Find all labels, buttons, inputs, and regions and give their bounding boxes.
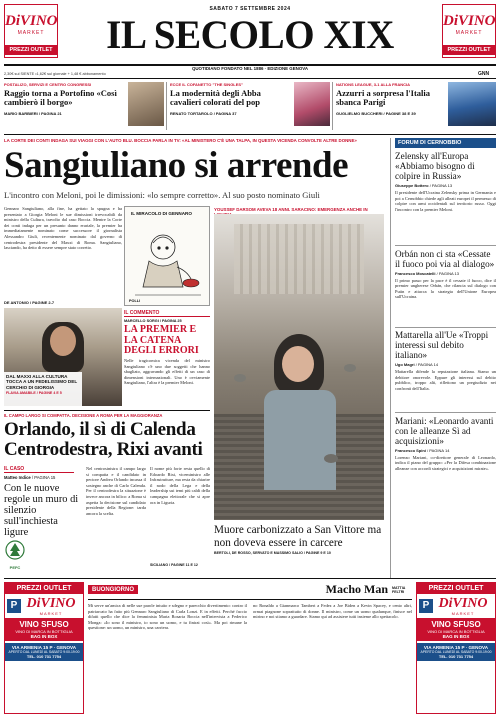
bottom-ad-bag: BAG IN BOX [442,634,470,639]
ear-ad-brand: DiVINO [5,13,58,29]
teaser-1[interactable] [4,82,164,132]
parking-icon: P [7,599,21,613]
bottom-ad-bag: BAG IN BOX [30,634,58,639]
ear-ad-right[interactable] [442,4,496,58]
sidebar-item-title: Mattarella all'Ue «Troppi interessi sul debito italiano» [395,330,489,361]
sidebar-item-body: Il presidente dell'Ucraina Zelensky prima in Germania e poi a Cernobbio chiede agli alleati europei il permesso di colpire con armi occidentali sul territorio russo. Oggi l'incontro con la premier Meloni. [395,190,496,212]
teaser-kicker: POSTALIZO, SERVIZI E CENTRO CONGRESSI [4,82,92,87]
bottom-ad-phone: TEL. 010 731 7754 [26,654,62,659]
teaser-photo [294,82,330,126]
center-kicker: YOUSSEF DARSOM AVEVA 18 ANNI. SARACINO: EMERGENZA ANCHE IN [214,207,368,212]
pefc-logo [4,540,26,570]
ear-ad-label: PREZZI OUTLET [5,45,57,55]
second-byline: SICILIANO / PAGINE 11 E 12 [150,563,198,567]
caso-title[interactable]: Con le nuove regole un muro di silenzio sull'inchiesta ligure [4,483,79,538]
teaser-photo [128,82,164,126]
sidebar-item-page: / PAGINA 13 [436,270,459,276]
bottom-ad-hours: APERTO DAL LUNEDÌ AL SABATO 9:00-19:00 [420,650,492,654]
center-byline: BERTOLI, DE ROSSO, SERVATO E MASSIMO SALIO / PAGINE 9 E 10 [214,551,331,556]
pefc-label: PEFC [9,565,21,570]
second-body-left: Nel centrosinistra il campo largo si compatta e il candidato in pectore Andrea Orlando incassa il sostegno anche di Carlo Calenda. Per il centrodestra la situazione è invece ancora in bilico: a Roma si aspetta la decisione sul candidato presidente della Regione: tarda ancora la scelta. [86,466,146,516]
sidebar-item-title: Mariani: «Leonardo avanti con le alleanze Sì ad acquisizioni» [395,415,494,446]
ear-ad-sub: MARKET [17,30,45,36]
lead-photo-byline: FLAVIA AMABILE / PAGINE 4 E 5 [6,391,62,396]
bottom-ad-desc: VINO DI MARCA IN BOTTIGLIA [427,629,485,634]
sidebar-item-body: Il primo passo per la pace è il cessate il fuoco, dice il premier ungherese Orbán, che rilancia sul dialogo con Putin e attacca la strategia dell'Unione Europea sull'Ucraina. [395,277,496,300]
bottom-ad-hours: APERTO DAL LUNEDÌ AL SABATO 9:00-19:00 [8,650,80,654]
teaser-byline: RENATO TORTAROLO / PAGINA 37 [170,111,237,117]
center-headline-box[interactable] [214,520,384,572]
ear-ad-sub: MARKET [455,30,483,36]
bottom-ad-title: VINO SFUSO [19,620,69,629]
bottom-ad-sub: MARKET [39,611,63,616]
bottom-ad-title: VINO SFUSO [431,620,481,629]
commento-title[interactable]: LA PREMIER E LA CATENA DEGLI ERRORI [124,324,199,356]
center-headline: Muore carbonizzato a San Vittore ma non doveva essere in carcere [214,524,382,549]
caso-author: Matteo Indice [4,475,31,480]
caso-author-line [4,475,76,480]
masthead-title[interactable]: IL SECOLO XIX [106,12,394,57]
lead-photo-caption-box [4,372,82,406]
bottom-ad-phone: TEL. 010 731 7754 [438,654,474,659]
buongiorno-body-left: Mi serve un'amica di nelle sue parole intuito e sdegno e parecchio divertimento: contro il patriarcato ha fatto più Gennaro Sangiuliano di Carla Lonzi. E in effetti. Perché faccio difatti quello che dice la femminista Maria Rosaria Boccia nell'intervista a Federico Monga: «Io sono il ministro, io sono un uomo, e tu finirai così». Ma poi rimane la questione: un uomo, un ministro, una carriera. [88,603,247,631]
bottom-ad-address: VIA ARMENIA 15 P · GENOVA [423,645,489,650]
teaser-title: Azzurri a sorpresa l'Italia sbanca Parigi [336,88,431,108]
sidebar-item[interactable] [395,249,496,324]
teaser-3[interactable] [336,82,496,132]
sidebar-item-author: Giuseppe Bottero [395,183,429,188]
buongiorno-author: MATTIA FELTRI [392,585,406,594]
pefc-tree-icon [5,540,25,560]
cartoon-tag: POLLI [129,299,141,303]
bottom-ad-address: VIA ARMENIA 15 P · GENOVA [11,645,77,650]
ear-ad-label: PREZZI OUTLET [443,45,495,55]
sidebar-item[interactable] [395,151,496,242]
teaser-byline: MARIO BARBIERI / PAGINA 21 [4,111,62,117]
bottom-ad-desc: VINO DI MARCA IN BOTTIGLIA [15,629,73,634]
sidebar-item-page: / PAGINA 14 [427,447,450,453]
center-photo [214,214,384,522]
buongiorno-title: Macho Man [325,582,388,596]
teaser-kicker: NATIONS LEAGUE, 3-1 ALLA FRANCIA [336,82,411,87]
buongiorno-body-right: no Ronaldo a Gianmarco Tamberi a Fedez a Joe Biden a Kevin Spacey, e cento altri, ormai piagnone soprattutto di donne. Il ministro, come un uomo qualunque, finisce nel mirino e noi stiamo a guardare. Siamo qui ad assistere tutti insieme allo spettacolo. [253,603,412,620]
sidebar-item[interactable] [395,330,496,409]
sidebar-item-page: / PAGINA 13 [429,183,453,188]
teaser-photo [448,82,496,126]
bottom-ad-left[interactable] [4,582,84,714]
sidebar-item-author: Francesco Spini [395,447,426,453]
sidebar-item-title: Zelensky all'Europa «Abbiamo bisogno di colpire in Russia» [395,151,475,181]
ear-ad-left[interactable] [4,4,58,58]
second-body-right: Il nome più forte resta quello di Edoardo Rixi, viceministro alle Infrastrutture, ma resta da chiarire il nodo della Lega e della leadership sui temi più caldi della campagna elettorale che si apre ora in Liguria. [150,466,210,505]
bottom-ad-brand: DiVINO [438,596,488,611]
parking-icon: P [419,599,433,613]
teaser-kicker: ECCE IL COFANETTO "THE SINGLES" [170,82,243,87]
sidebar-item-author: Ugo Magri [395,362,415,368]
cartoon-label: IL MIRACOLO DI GENNARO [131,211,192,216]
lead-body: Gennaro Sangiuliano, alla fine, ha gettato la spugna e ha presentato a Giorgia Meloni le sue dimissioni irrevocabili da ministro della Cultura, travolto dal caso Boccia. Mentre la Corte dei conti indaga per un presunto danno erariale, la premier ha immediatamente nominato come successore il giornalista Alessandro Giuli, recentemente nominato dal governo di centrodestra presidente del Maxxi di Roma. Sangiuliano, lasciando, ha detto di essere sempre stato corretto. [4,206,122,251]
teaser-title: La modernità degli Abba cavalieri colorati del pop [170,88,261,108]
gnn-logo: GNN [478,71,490,77]
bottom-ad-label: PREZZI OUTLET [5,583,83,594]
buongiorno-label: BUONGIORNO [88,585,138,594]
edition-line: QUOTIDIANO FONDATO NEL 1886 · EDIZIONE GENOVA [191,66,309,71]
sidebar [390,138,496,578]
sidebar-item-title: Orbán non ci sta «Cessate il fuoco poi via al dialogo» [395,248,495,269]
bottom-ad-brand: DiVINO [26,596,76,611]
commento-body: Nelle tragicomica vicenda del ministro Sangiuliano c'è uno due soggetti che hanno sbagliato, aggravando gli effetti di un caso di dimensioni internazionali. Uno è ovviamente Sangiuliano, l'altra è la premier Meloni. [124,358,210,386]
commento-author: MARCELLO SORGI / PAGINA 25 [124,319,182,323]
second-kicker: IL CAMPO LARGO SI COMPATTA. DECISIONE A ROMA PER LA MAGGIORANZA [4,413,163,418]
lead-byline: DE ANTONIO / PAGINE 2-7 [4,300,55,305]
caso-author-page: / PAGINA 15 [31,475,56,480]
cartoon [124,206,210,306]
lead-photo-caption: DAL MAXXI ALLA CULTURA TOCCA A UN FEDELISSIMO DEL CERCHIO DI GIORGIA [6,374,78,390]
sidebar-item-author: Francesco Moscatelli [395,270,436,276]
teaser-title: Raggio torna a Portofino «Così cambierò il borgo» [4,88,117,108]
price-line: 2,30€ sul SIENTE •1,62€ sul giornale + 1,48 € abbonamento [4,72,106,76]
lead-kicker: LA CORTE DEI CONTI INDAGA SUI VIAGGI CON L'AUTO BLU. BOCCIA PARLA IN TV: «AL MINISTERO C'È UNA TALPA, IN QUESTA VICENDA CONVOLTE ALTRE DONNE» [4,138,357,143]
ear-ad-brand: DiVINO [443,13,496,29]
bottom-ad-sub: MARKET [451,611,475,616]
caso-kicker: IL CASO [4,466,25,472]
date-line: SABATO 7 SETTEMBRE 2024 [209,6,291,12]
bottom-ad-right[interactable] [416,582,496,714]
sidebar-item[interactable] [395,416,496,495]
cartoon-drawing [125,207,211,307]
sidebar-item-body: Lorenzo Mariani, co-direttore generale di Leonardo, indica il piano del gruppo: «Per la Difesa combinazione alleanze con accordi strategici e acquisizioni mirate». [395,454,496,471]
teaser-byline: GUGLIELMO BUCCHERI / PAGINE 38 E 39 [336,111,416,117]
sidebar-item-page: / PAGINA 14 [415,362,439,368]
sidebar-header: FORUM DI CERNOBBIO [395,138,496,148]
second-headline[interactable]: Orlando, il sì di Calenda Centrodestra, Rixi avanti [4,419,203,460]
teaser-2[interactable] [170,82,330,132]
sidebar-item-body: Mattarella difende la reputazione italiana. Siamo un debitore onorevole. Eppure gli interessi sul debito pubblico, troppo alti, riflettono un pregiudizio nei confronti dell'Italia. [395,369,496,391]
lead-subhead: L'incontro con Meloni, poi le dimissioni: «lo sempre corretto». Al suo posto nominato Giuli [4,190,320,200]
bottom-ad-label: PREZZI OUTLET [417,583,495,594]
lead-headline[interactable]: Sangiuliano si arrende [4,145,349,186]
commento-kicker: IL COMMENTO [124,310,160,316]
buongiorno[interactable] [88,582,412,714]
